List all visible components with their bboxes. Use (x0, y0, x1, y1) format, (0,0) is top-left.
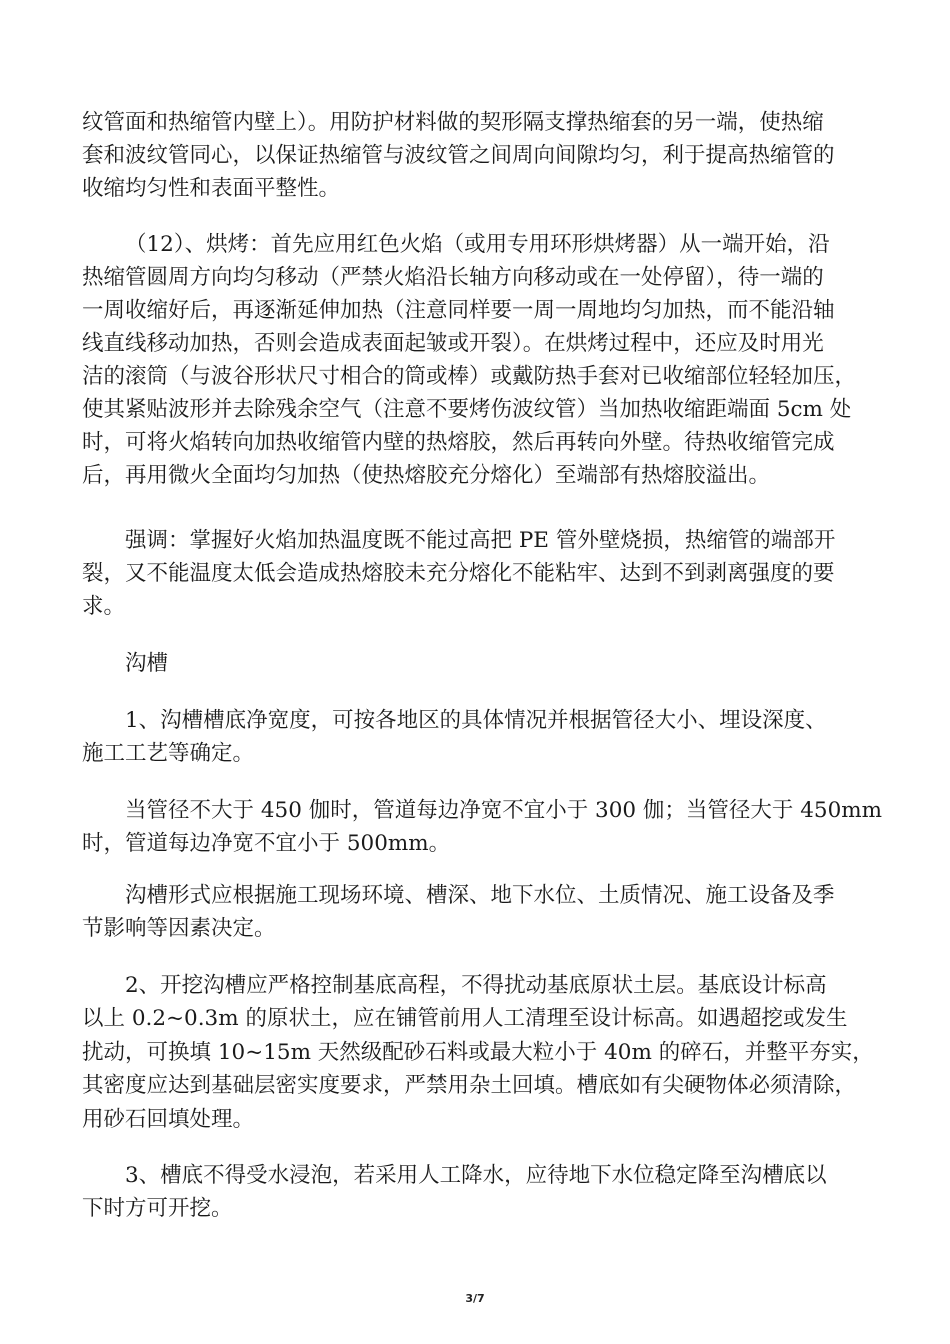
text-line: 洁的滚筒（与波谷形状尺寸相合的筒或棒）或戴防热手套对已收缩部位轻轻加压， (82, 364, 857, 389)
text-line: 时，可将火焰转向加热收缩管内壁的热熔胶，然后再转向外壁。待热收缩管完成 (82, 430, 835, 455)
text-line: 热缩管圆周方向均匀移动（严禁火焰沿长轴方向移动或在一处停留），待一端的 (82, 265, 824, 290)
text-line: 3、槽底不得受水浸泡，若采用人工降水，应待地下水位稳定降至沟槽底以 (125, 1163, 827, 1188)
text-line: （12）、烘烤：首先应用红色火焰（或用专用环形烘烤器）从一端开始，沿 (125, 232, 830, 257)
text-line: 线直线移动加热，否则会造成表面起皱或开裂）。在烘烤过程中，还应及时用光 (82, 331, 824, 356)
page-number: 3/7 (465, 1292, 485, 1305)
text-line: 后，再用微火全面均匀加热（使热熔胶充分熔化）至端部有热熔胶溢出。 (82, 463, 771, 488)
text-line: 使其紧贴波形并去除残余空气（注意不要烤伤波纹管）当加热收缩距端面 5cm 处 (82, 397, 852, 422)
text-line: 用砂石回填处理。 (82, 1107, 255, 1132)
text-line: 时，管道每边净宽不宜小于 500mm。 (82, 831, 451, 856)
text-line: 当管径不大于 450 伽时，管道每边净宽不宜小于 300 伽；当管径大于 450mm (125, 798, 883, 823)
text-line: 节影响等因素决定。 (82, 916, 276, 941)
text-line: 沟槽形式应根据施工现场环境、槽深、地下水位、土质情况、施工设备及季 (125, 883, 835, 908)
text-line: 收缩均匀性和表面平整性。 (82, 176, 341, 201)
text-line: 2、开挖沟槽应严格控制基底高程，不得扰动基底原状土层。基底设计标高 (125, 973, 827, 998)
text-line: 求。 (82, 594, 126, 619)
section-heading: 沟槽 (125, 651, 169, 676)
text-line: 施工工艺等确定。 (82, 741, 255, 766)
text-line: 套和波纹管同心，以保证热缩管与波纹管之间周向间隙均匀，利于提高热缩管的 (82, 143, 835, 168)
text-line: 一周收缩好后，再逐渐延伸加热（注意同样要一周一周地均匀加热，而不能沿轴 (82, 298, 835, 323)
text-line: 下时方可开挖。 (82, 1196, 233, 1221)
text-line: 其密度应达到基础层密实度要求，严禁用杂土回填。槽底如有尖硬物体必须清除， (82, 1073, 857, 1098)
text-line: 以上 0.2~0.3m 的原状土，应在铺管前用人工清理至设计标高。如遇超挖或发生 (82, 1006, 848, 1031)
text-line: 纹管面和热缩管内壁上）。用防护材料做的契形隔支撑热缩套的另一端，使热缩 (82, 110, 824, 135)
text-line: 裂，又不能温度太低会造成热熔胶未充分熔化不能粘牢、达到不到剥离强度的要 (82, 561, 835, 586)
text-line: 强调：掌握好火焰加热温度既不能过高把 PE 管外壁烧损，热缩管的端部开 (125, 528, 836, 553)
text-line: 1、沟槽槽底净宽度，可按各地区的具体情况并根据管径大小、埋设深度、 (125, 708, 827, 733)
text-line: 扰动，可换填 10~15m 天然级配砂石料或最大粒小于 40m 的碎石，并整平夯实， (82, 1040, 874, 1065)
